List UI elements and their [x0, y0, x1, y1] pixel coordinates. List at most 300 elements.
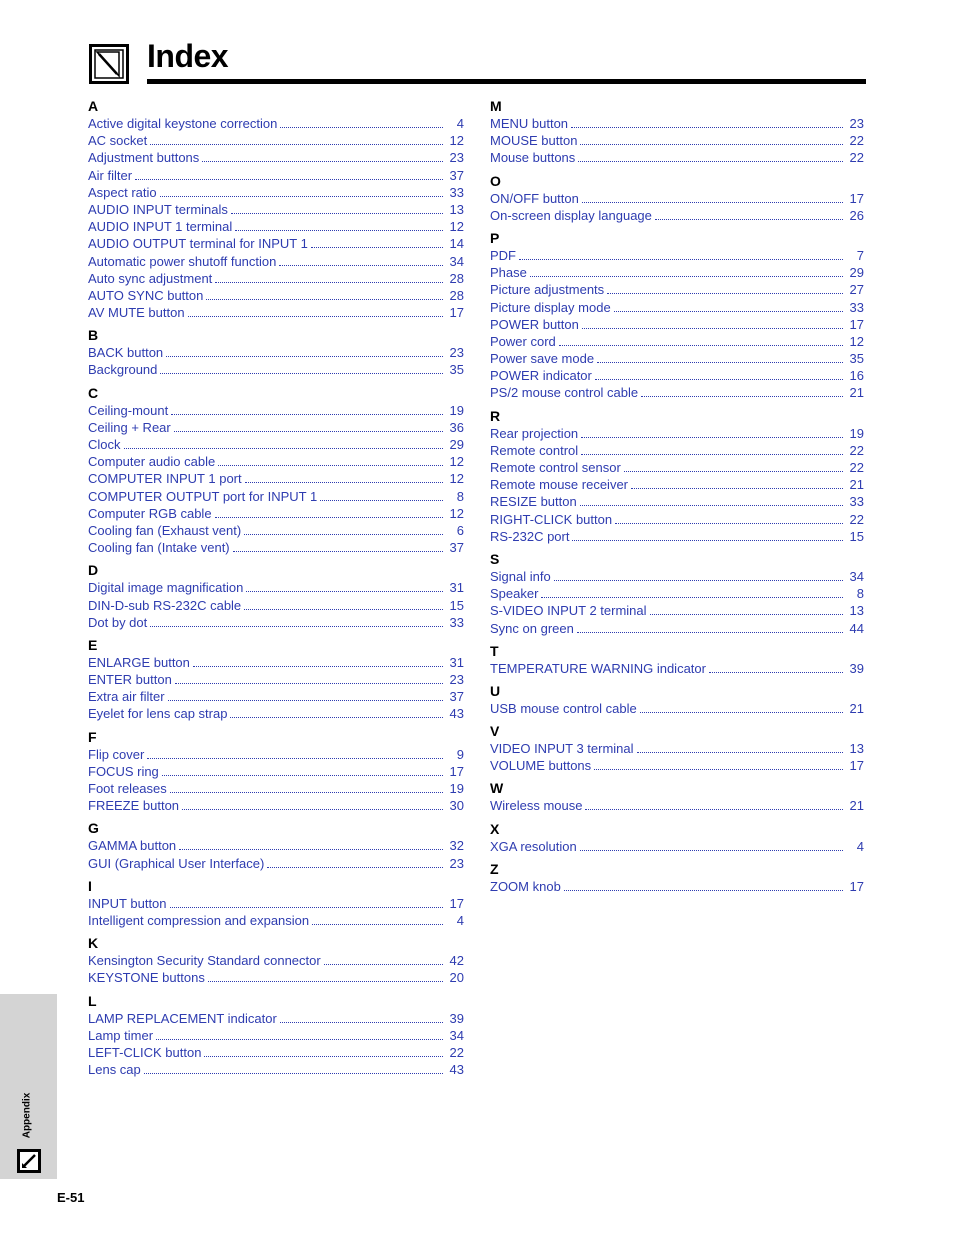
- index-entry-page: 36: [449, 419, 464, 435]
- index-entry-page: 22: [849, 511, 864, 527]
- index-entry-label: DIN-D-sub RS-232C cable: [88, 597, 242, 613]
- index-entry-label: S-VIDEO INPUT 2 terminal: [490, 603, 647, 619]
- dot-leader: [215, 271, 443, 283]
- dot-leader: [193, 655, 443, 667]
- index-entry-label: ENLARGE button: [88, 654, 190, 670]
- index-group-s: [490, 551, 864, 637]
- index-entry-page: 17: [449, 895, 464, 911]
- dot-leader: [279, 254, 443, 266]
- index-entry-label: VOLUME buttons: [490, 758, 592, 774]
- index-entry-label: Picture display mode: [490, 299, 611, 315]
- index-entry-page: 34: [449, 1027, 464, 1043]
- dot-leader: [160, 362, 443, 374]
- index-entry[interactable]: [490, 511, 864, 528]
- index-entry[interactable]: [88, 539, 464, 556]
- index-entry-label: Adjustment buttons: [88, 150, 200, 166]
- index-entry-page: 22: [449, 1044, 464, 1060]
- index-entry[interactable]: [88, 705, 464, 722]
- index-letter-heading: O: [490, 172, 501, 189]
- index-entry[interactable]: [88, 746, 464, 763]
- dot-leader: [580, 839, 843, 851]
- index-entry-label: Background: [88, 362, 158, 378]
- index-group-o: [490, 173, 864, 224]
- index-entry-page: 32: [449, 838, 464, 854]
- dot-leader: [144, 1062, 443, 1074]
- index-group-m: [490, 98, 864, 167]
- index-entry[interactable]: [490, 425, 864, 442]
- index-entry-label: TEMPERATURE WARNING indicator: [490, 660, 706, 676]
- index-entry-page: 8: [456, 488, 464, 504]
- index-entry-label: Ceiling-mount: [88, 402, 169, 418]
- index-entry[interactable]: [490, 316, 864, 333]
- index-entry-label: Eyelet for lens cap strap: [88, 706, 228, 722]
- index-entry-page: 17: [849, 758, 864, 774]
- index-entry-label: AUDIO INPUT 1 terminal: [88, 219, 233, 235]
- dot-leader: [530, 265, 843, 277]
- dot-leader: [166, 345, 443, 357]
- dot-leader: [150, 615, 443, 627]
- index-group-z: [490, 861, 864, 895]
- index-entry[interactable]: [88, 837, 464, 854]
- dot-leader: [280, 1011, 443, 1023]
- index-entry[interactable]: [88, 614, 464, 631]
- dot-leader: [655, 208, 843, 220]
- index-letter-heading: V: [490, 723, 500, 740]
- index-group-e: [88, 637, 464, 723]
- dot-leader: [554, 569, 843, 581]
- dot-leader: [188, 305, 443, 317]
- index-entry-page: 17: [449, 763, 464, 779]
- index-entry[interactable]: [490, 442, 864, 459]
- index-entry-page: 23: [849, 116, 864, 131]
- index-letter-heading: R: [490, 407, 501, 424]
- index-entry-page: 21: [849, 798, 864, 814]
- dot-leader: [559, 334, 843, 346]
- index-entry[interactable]: [490, 620, 864, 637]
- index-entry[interactable]: [490, 660, 864, 677]
- index-letter-heading: B: [88, 327, 99, 344]
- index-entry[interactable]: [490, 115, 864, 132]
- index-entry[interactable]: [490, 585, 864, 602]
- index-entry[interactable]: [88, 1027, 464, 1044]
- index-entry-label: Remote control sensor: [490, 460, 621, 475]
- index-entry-page: 4: [856, 838, 864, 854]
- dot-leader: [580, 133, 843, 145]
- dot-leader: [585, 798, 843, 810]
- index-letter-heading: X: [490, 820, 500, 837]
- dot-leader: [581, 426, 843, 438]
- index-entry-label: Power save mode: [490, 351, 595, 367]
- index-group-v: [490, 723, 864, 774]
- index-column-left: [88, 98, 464, 1084]
- index-entry[interactable]: [88, 304, 464, 321]
- index-entry-page: 33: [449, 184, 464, 200]
- index-entry-label: Computer RGB cable: [88, 505, 212, 521]
- index-group-b: [88, 327, 464, 378]
- index-entry[interactable]: [88, 1010, 464, 1027]
- index-entry-page: 31: [449, 580, 464, 596]
- index-entry-page: 13: [849, 741, 864, 757]
- dot-leader: [208, 970, 443, 982]
- index-entry[interactable]: [88, 505, 464, 522]
- index-letter-heading: E: [88, 636, 98, 653]
- index-letter-heading: F: [88, 728, 97, 745]
- index-entry-label: Automatic power shutoff function: [88, 253, 277, 269]
- index-entry[interactable]: [490, 602, 864, 619]
- index-entry-page: 33: [849, 494, 864, 510]
- index-entry-label: Auto sync adjustment: [88, 270, 213, 286]
- index-entry-label: Aspect ratio: [88, 184, 157, 200]
- index-entry-label: AUDIO INPUT terminals: [88, 201, 228, 217]
- index-entry-page: 17: [849, 316, 864, 332]
- index-entry-label: GAMMA button: [88, 838, 177, 854]
- index-column-right: [490, 98, 864, 901]
- index-entry[interactable]: [88, 688, 464, 705]
- index-group-x: [490, 821, 864, 855]
- dot-leader: [615, 512, 843, 524]
- index-entry-page: 34: [849, 568, 864, 584]
- index-entry-label: Signal info: [490, 568, 551, 584]
- dot-leader: [174, 420, 443, 432]
- index-entry-page: 33: [449, 614, 464, 630]
- index-entry-label: Phase: [490, 265, 527, 281]
- index-entry-label: AC socket: [88, 133, 148, 149]
- index-entry-label: KEYSTONE buttons: [88, 970, 205, 986]
- index-entry[interactable]: [88, 270, 464, 287]
- index-entry-label: RIGHT-CLICK button: [490, 511, 613, 527]
- index-entry-label: Dot by dot: [88, 614, 148, 630]
- index-entry-label: Cooling fan (Exhaust vent): [88, 522, 242, 538]
- index-entry[interactable]: [490, 299, 864, 316]
- index-letter-heading: P: [490, 229, 500, 246]
- index-entry-page: 22: [849, 133, 864, 149]
- index-entry-page: 37: [449, 689, 464, 705]
- index-entry[interactable]: [88, 149, 464, 166]
- dot-leader: [582, 191, 843, 203]
- index-entry-page: 17: [449, 305, 464, 321]
- index-entry[interactable]: [88, 115, 464, 132]
- index-entry-page: 43: [449, 1062, 464, 1078]
- index-entry[interactable]: [88, 654, 464, 671]
- index-entry[interactable]: [88, 763, 464, 780]
- index-entry[interactable]: [490, 700, 864, 717]
- index-entry-label: RS-232C port: [490, 528, 570, 544]
- index-entry-page: 37: [449, 167, 464, 183]
- dot-leader: [233, 540, 443, 552]
- index-entry-label: PDF: [490, 247, 516, 263]
- index-entry[interactable]: [490, 459, 864, 476]
- index-entry[interactable]: [88, 952, 464, 969]
- index-entry[interactable]: [88, 855, 464, 872]
- index-letter-heading: D: [88, 562, 99, 579]
- index-entry[interactable]: [88, 453, 464, 470]
- index-entry-page: 15: [849, 528, 864, 544]
- index-entry-page: 29: [449, 437, 464, 452]
- index-group-t: [490, 643, 864, 677]
- index-entry[interactable]: [490, 149, 864, 166]
- index-entry-page: 39: [849, 660, 864, 676]
- index-letter-heading: K: [88, 935, 99, 952]
- index-entry[interactable]: [88, 969, 464, 986]
- index-entry[interactable]: [88, 287, 464, 304]
- page-title: Index: [147, 38, 229, 74]
- dot-leader: [235, 219, 443, 231]
- index-entry-label: MOUSE button: [490, 133, 578, 149]
- index-entry-label: INPUT button: [88, 895, 167, 911]
- index-entry[interactable]: [88, 671, 464, 688]
- index-entry[interactable]: [88, 522, 464, 539]
- index-entry[interactable]: [88, 780, 464, 797]
- index-entry-page: 23: [449, 855, 464, 871]
- index-entry[interactable]: [490, 281, 864, 298]
- index-entry-label: Flip cover: [88, 746, 145, 762]
- index-entry[interactable]: [490, 797, 864, 814]
- dot-leader: [244, 598, 443, 610]
- index-letter-heading: C: [88, 384, 99, 401]
- index-entry-label: POWER indicator: [490, 368, 592, 384]
- dot-leader: [202, 150, 443, 162]
- index-entry[interactable]: [490, 247, 864, 264]
- index-entry-label: Speaker: [490, 586, 539, 602]
- index-entry-label: On-screen display language: [490, 207, 652, 223]
- dot-leader: [324, 953, 443, 965]
- index-entry[interactable]: [88, 201, 464, 218]
- index-group-u: [490, 683, 864, 717]
- index-entry[interactable]: [88, 488, 464, 505]
- index-entry-page: 35: [849, 351, 864, 367]
- index-entry-page: 7: [856, 247, 864, 263]
- index-group-w: [490, 780, 864, 814]
- index-entry-label: Remote control: [490, 442, 579, 458]
- index-entry[interactable]: [490, 740, 864, 757]
- index-entry-label: ENTER button: [88, 672, 172, 688]
- index-entry[interactable]: [490, 838, 864, 855]
- index-entry-page: 22: [849, 460, 864, 475]
- index-entry-label: AV MUTE button: [88, 305, 185, 321]
- index-entry[interactable]: [490, 878, 864, 895]
- index-group-c: [88, 385, 464, 557]
- index-entry-page: 17: [849, 190, 864, 206]
- dot-leader: [160, 185, 443, 197]
- index-entry-label: Cooling fan (Intake vent): [88, 540, 230, 556]
- index-entry[interactable]: [88, 253, 464, 270]
- index-entry[interactable]: [490, 333, 864, 350]
- dot-leader: [171, 403, 443, 415]
- index-entry-page: 6: [456, 522, 464, 538]
- index-entry[interactable]: [88, 235, 464, 252]
- dot-leader: [150, 133, 443, 145]
- index-letter-heading: I: [88, 877, 92, 894]
- index-letter-heading: T: [490, 642, 499, 659]
- index-entry-label: BACK button: [88, 345, 164, 361]
- dot-leader: [280, 116, 443, 128]
- index-entry-label: PS/2 mouse control cable: [490, 385, 639, 401]
- index-entry[interactable]: [88, 436, 464, 453]
- index-entry-page: 12: [449, 133, 464, 149]
- index-entry[interactable]: [88, 797, 464, 814]
- dot-leader: [267, 856, 443, 868]
- dot-leader: [650, 603, 843, 615]
- index-entry-label: Picture adjustments: [490, 282, 605, 298]
- index-group-f: [88, 729, 464, 815]
- index-entry-label: Intelligent compression and expansion: [88, 912, 310, 928]
- index-entry-page: 26: [849, 207, 864, 223]
- index-entry-page: 28: [449, 287, 464, 303]
- dot-leader: [595, 368, 843, 380]
- dot-leader: [624, 460, 843, 472]
- dot-leader: [124, 437, 443, 449]
- index-letter-heading: M: [490, 98, 502, 114]
- index-entry[interactable]: [88, 184, 464, 201]
- index-letter-heading: G: [88, 820, 99, 837]
- index-entry-label: Lamp timer: [88, 1027, 154, 1043]
- dot-leader: [519, 248, 843, 260]
- index-entry-page: 23: [449, 672, 464, 688]
- title-rule: [147, 79, 866, 84]
- index-entry-page: 12: [849, 333, 864, 349]
- index-entry[interactable]: [88, 361, 464, 378]
- dot-leader: [170, 781, 443, 793]
- index-entry[interactable]: [490, 367, 864, 384]
- index-entry-label: Mouse buttons: [490, 150, 576, 166]
- appendix-label: Appendix: [21, 1092, 33, 1139]
- dot-leader: [614, 300, 843, 312]
- dot-leader: [631, 477, 843, 489]
- index-entry-page: 12: [449, 471, 464, 487]
- dot-leader: [312, 913, 443, 925]
- index-entry[interactable]: [490, 207, 864, 224]
- index-entry-label: Extra air filter: [88, 689, 165, 705]
- dot-leader: [206, 288, 443, 300]
- index-entry-label: XGA resolution: [490, 838, 577, 854]
- dot-leader: [244, 523, 443, 535]
- index-entry-page: 9: [456, 746, 464, 762]
- index-entry[interactable]: [490, 528, 864, 545]
- index-letter-heading: U: [490, 682, 501, 699]
- dot-leader: [709, 661, 843, 673]
- index-group-i: [88, 878, 464, 929]
- index-entry-page: 23: [449, 345, 464, 361]
- dot-leader: [571, 116, 843, 128]
- index-entry[interactable]: [88, 912, 464, 929]
- index-entry[interactable]: [88, 419, 464, 436]
- dot-leader: [597, 351, 843, 363]
- index-entry-label: LAMP REPLACEMENT indicator: [88, 1010, 277, 1026]
- index-entry[interactable]: [490, 132, 864, 149]
- index-entry-label: COMPUTER OUTPUT port for INPUT 1: [88, 488, 318, 504]
- index-entry-page: 15: [449, 597, 464, 613]
- dot-leader: [641, 385, 843, 397]
- index-entry-page: 29: [849, 265, 864, 281]
- index-entry-page: 27: [849, 282, 864, 298]
- index-entry-page: 43: [449, 706, 464, 722]
- index-entry-label: VIDEO INPUT 3 terminal: [490, 741, 634, 757]
- dot-leader: [245, 471, 443, 483]
- index-entry[interactable]: [88, 895, 464, 912]
- dot-leader: [179, 838, 443, 850]
- index-entry[interactable]: [88, 402, 464, 419]
- book-page-icon: [89, 44, 129, 84]
- index-entry-label: Air filter: [88, 167, 133, 183]
- index-entry[interactable]: [490, 757, 864, 774]
- page-number: E-51: [57, 1190, 85, 1205]
- index-entry-page: 33: [849, 299, 864, 315]
- dot-leader: [162, 764, 443, 776]
- dot-leader: [246, 580, 443, 592]
- dot-leader: [637, 741, 843, 753]
- index-entry-page: 8: [856, 586, 864, 602]
- index-entry[interactable]: [88, 218, 464, 235]
- dot-leader: [607, 282, 843, 294]
- index-entry-page: 12: [449, 454, 464, 470]
- index-entry[interactable]: [490, 190, 864, 207]
- dot-leader: [170, 896, 443, 908]
- index-entry[interactable]: [490, 493, 864, 510]
- index-entry-page: 28: [449, 270, 464, 286]
- index-entry[interactable]: [490, 350, 864, 367]
- book-page-icon-small: [17, 1149, 41, 1173]
- dot-leader: [577, 621, 843, 633]
- index-letter-heading: W: [490, 780, 504, 797]
- index-entry-label: GUI (Graphical User Interface): [88, 855, 265, 871]
- index-entry-label: MENU button: [490, 116, 569, 131]
- index-entry[interactable]: [88, 344, 464, 361]
- index-entry-page: 17: [849, 878, 864, 894]
- index-entry-page: 30: [449, 798, 464, 814]
- index-entry-page: 16: [849, 368, 864, 384]
- index-entry-page: 13: [449, 201, 464, 217]
- dot-leader: [147, 747, 443, 759]
- dot-leader: [204, 1045, 443, 1057]
- index-entry[interactable]: [88, 1044, 464, 1061]
- index-entry-label: ZOOM knob: [490, 878, 561, 894]
- index-entry[interactable]: [88, 470, 464, 487]
- index-entry-page: 42: [449, 953, 464, 969]
- index-entry-label: RESIZE button: [490, 494, 577, 510]
- dot-leader: [572, 529, 843, 541]
- index-entry[interactable]: [490, 384, 864, 401]
- index-entry-label: Foot releases: [88, 781, 167, 796]
- index-entry-label: ON/OFF button: [490, 190, 579, 206]
- index-entry-page: 44: [849, 620, 864, 636]
- index-entry[interactable]: [88, 579, 464, 596]
- index-entry-label: Clock: [88, 437, 121, 452]
- index-group-r: [490, 408, 864, 545]
- index-group-k: [88, 935, 464, 986]
- index-entry[interactable]: [490, 476, 864, 493]
- index-letter-heading: A: [88, 98, 99, 114]
- dot-leader: [231, 202, 443, 214]
- index-entry-page: 13: [849, 603, 864, 619]
- index-entry[interactable]: [490, 568, 864, 585]
- dot-leader: [311, 236, 443, 248]
- index-entry[interactable]: [88, 1061, 464, 1078]
- index-entry[interactable]: [490, 264, 864, 281]
- dot-leader: [640, 701, 843, 713]
- index-entry[interactable]: [88, 167, 464, 184]
- index-entry-label: Wireless mouse: [490, 798, 583, 814]
- dot-leader: [564, 879, 843, 891]
- index-entry[interactable]: [88, 132, 464, 149]
- index-entry-label: Sync on green: [490, 620, 574, 636]
- dot-leader: [182, 798, 443, 810]
- index-entry-page: 4: [456, 912, 464, 928]
- index-entry[interactable]: [88, 597, 464, 614]
- index-letter-heading: S: [490, 550, 500, 567]
- index-entry-page: 39: [449, 1010, 464, 1026]
- dot-leader: [594, 758, 843, 770]
- index-entry-label: POWER button: [490, 316, 579, 332]
